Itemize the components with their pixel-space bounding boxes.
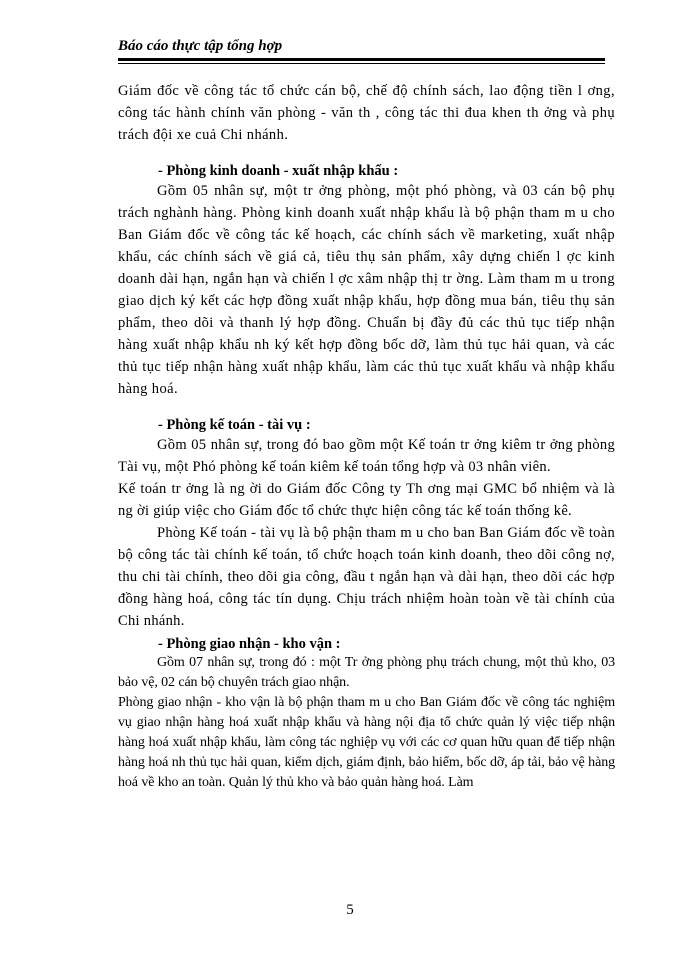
paragraph-intro: Giám đốc về công tác tổ chức cán bộ, chế độ chính sách, lao động tiền l ơng, công tác hành chính văn phòng - văn th , công tác thi đua khen th ởng và phụ trách đội xe cuả Chi nhánh. xyxy=(118,83,615,143)
paragraph-delivery-staff: Gồm 07 nhân sự, trong đó : một Tr ởng phòng phụ trách chung, một thủ kho, 03 bảo vệ, 02 cán bộ chuyên trách giao nhận. xyxy=(118,655,615,690)
heading-delivery-warehouse: - Phòng giao nhận - kho vận : xyxy=(158,636,341,652)
header-rule-thick xyxy=(118,58,605,61)
heading-sales-import-export: - Phòng kinh doanh - xuất nhập khẩu : xyxy=(158,163,399,179)
page-header-title: Báo cáo thực tập tổng hợp xyxy=(118,38,283,54)
header-rule-thin xyxy=(118,63,605,64)
paragraph-accounting-staff: Gồm 05 nhân sự, trong đó bao gồm một Kế toán tr ởng kiêm tr ởng phòng Tài vụ, một Phó phòng kế toán kiêm kế toán tổng hợp và 03 nhân viên. xyxy=(118,437,615,475)
paragraph-delivery-duties: Phòng giao nhận - kho vận là bộ phận tham m u cho Ban Giám đốc về công tác nghiệm vụ giao nhận hàng hoá xuất nhập khẩu và hàng nội địa tổ chức quản lý việc tiếp nhận hàng hoá xuất nhập khẩu, làm công tác nghiệp vụ với các cơ quan hữu quan để tiếp nhận hàng hoá nh thủ tục hải quan, kiểm dịch, giám định, bảo hiểm, bốc dỡ, áp tải, bảo vệ hàng hoá về kho an toàn. Quản lý thủ kho và bảo quản hàng hoá. Làm xyxy=(118,695,615,790)
document-body xyxy=(118,80,615,793)
heading-accounting-finance: - Phòng kế toán - tài vụ : xyxy=(158,417,311,433)
paragraph-chief-accountant: Kế toán tr ởng là ng ời do Giám đốc Công ty Th ơng mại GMC bổ nhiệm và là ng ời giúp việc cho Giám đốc tổ chức thực hiện công tác kế toán thống kê. xyxy=(118,481,615,519)
paragraph-accounting-duties: Phòng Kế toán - tài vụ là bộ phận tham m u cho ban Ban Giám đốc về toàn bộ công tác tài chính kế toán, tổ chức hoạch toán kinh doanh, theo dõi công nợ, thu chi tài chính, theo dõi gia công, đầu t ngắn hạn và dài hạn, theo dõi các hợp đồng hàng hoá, công tác tín dụng. Chịu trách nhiệm hoàn toàn về tài chính của Chi nhánh. xyxy=(118,525,615,629)
paragraph-sales-import-export: Gồm 05 nhân sự, một tr ởng phòng, một phó phòng, và 03 cán bộ phụ trách nghành hàng. Phòng kinh doanh xuất nhập khẩu là bộ phận tham m u cho Ban Giám đốc về công tác kế hoạch, các chính sách về marketing, xuất nhập khẩu, các chính sách về giá cả, tiêu thụ sản phẩm, xây dựng chiến l ợc kinh doanh dài hạn, ngắn hạn và chiến l ợc xâm nhập thị tr ờng. Làm tham m u trong giao dịch ký kết các hợp đồng xuất nhập khẩu, hợp đồng mua bán, tiêu thụ sản phẩm, theo dõi và thanh lý hợp đồng. Chuẩn bị đầy đủ các thủ tục tiếp nhận hàng xuất nhập khẩu nh ký kết hợp đồng bốc dỡ, làm thủ tục hải quan, và các thủ tục tiếp nhận hàng xuất nhập khẩu, làm các thủ tục xuất khẩu và nhập khẩu hàng hoá. xyxy=(118,183,615,397)
page-number: 5 xyxy=(346,902,354,918)
